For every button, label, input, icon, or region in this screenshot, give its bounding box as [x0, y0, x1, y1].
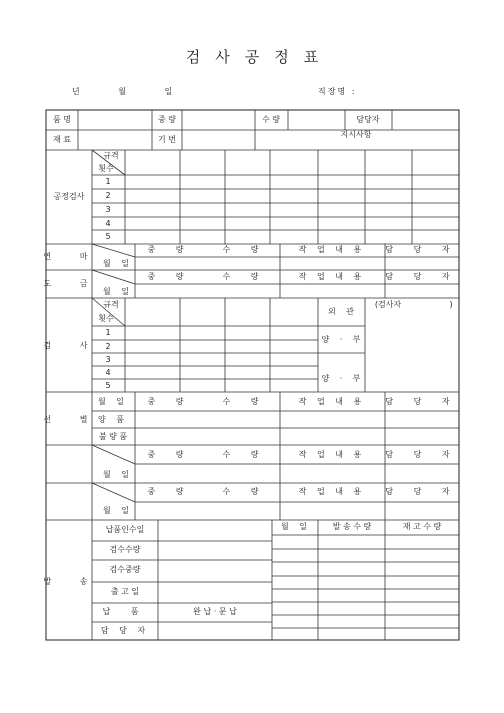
col-weight: 중 량: [147, 272, 193, 281]
row-number: 5: [105, 232, 111, 241]
date-label: 월 일: [103, 259, 133, 268]
col-work-content: 작 업 내 용: [298, 487, 366, 496]
col-quantity: 수 량: [222, 397, 268, 406]
inspector-close: ): [449, 300, 453, 309]
material-label: 재 료: [53, 135, 71, 144]
weight-label: 중 량: [158, 115, 176, 124]
grinding-label: 연 마: [43, 252, 101, 261]
shipping-item: 납품인수일: [105, 525, 145, 534]
col-weight: 중 량: [147, 487, 193, 496]
col-date: 월 일: [281, 522, 311, 531]
col-work-content: 작 업 내 용: [298, 245, 366, 254]
date-label: 월 일: [103, 287, 133, 296]
row-number: 4: [105, 368, 111, 377]
row-number: 1: [105, 177, 111, 186]
row-number: 2: [105, 191, 111, 200]
col-quantity: 수 량: [222, 450, 268, 459]
defective-label: 불 량 품: [98, 432, 128, 441]
date-label: 월 일: [103, 506, 133, 515]
row-number: 2: [105, 342, 111, 351]
pass-fail-label: 양 · 부: [321, 374, 365, 383]
spec-label: 규격: [103, 151, 119, 160]
inspector-label: (검사자: [374, 300, 402, 309]
row-number: 4: [105, 219, 111, 228]
col-manager: 담 당 자: [385, 245, 459, 254]
spec-label: 규격: [103, 300, 119, 309]
tapping-label: 도 금: [43, 279, 101, 288]
count-label: 횟수: [98, 314, 114, 323]
col-manager: 담 당 자: [385, 272, 459, 281]
appearance-label: 외 관: [328, 307, 358, 316]
col-work-content: 작 업 내 용: [298, 272, 366, 281]
shipping-item: 출 고 일: [110, 587, 140, 596]
col-manager: 담 당 자: [385, 397, 459, 406]
row-number: 5: [105, 381, 111, 390]
col-weight: 중 량: [147, 397, 193, 406]
col-quantity: 수 량: [222, 245, 268, 254]
shipping-item: 검수중량: [109, 565, 141, 574]
machine-no-label: 기 번: [158, 135, 176, 144]
sorting-label: 선 별: [43, 415, 101, 424]
instructions-label: 지시사항: [340, 130, 372, 139]
col-stock-qty: 재 고 수 량: [402, 522, 442, 531]
col-ship-qty: 발 송 수 량: [332, 522, 372, 531]
col-quantity: 수 량: [222, 272, 268, 281]
shipping-label: 발 송: [43, 577, 101, 586]
row-number: 3: [105, 355, 111, 364]
shipping-item: 납 품: [102, 607, 148, 616]
col-manager: 담 당 자: [385, 487, 459, 496]
date-label: 월 일: [103, 470, 133, 479]
page-title: 검사공정표: [185, 48, 334, 66]
shipping-item: 검수수량: [109, 545, 141, 554]
quantity-label: 수 량: [262, 115, 280, 124]
col-weight: 중 량: [147, 450, 193, 459]
col-work-content: 작 업 내 용: [298, 450, 366, 459]
delivery-status: 완 납 · 문 납: [193, 607, 237, 616]
workplace-label: 직장명 :: [318, 87, 357, 96]
shipping-item: 담 당 자: [100, 626, 150, 635]
process-inspection-label: 공정검사: [53, 192, 85, 201]
col-weight: 중 량: [147, 245, 193, 254]
pass-fail-label: 양 · 부: [321, 335, 365, 344]
manager-label: 담당자: [356, 115, 380, 124]
count-label: 횟수: [98, 164, 114, 173]
date-label: 년 월 일: [72, 87, 191, 96]
inspection-label: 검 사: [43, 341, 101, 350]
col-work-content: 작 업 내 용: [298, 397, 366, 406]
date-label: 월 일: [98, 397, 128, 406]
col-manager: 담 당 자: [385, 450, 459, 459]
row-number: 3: [105, 205, 111, 214]
row-number: 1: [105, 328, 111, 337]
product-name-label: 품 명: [53, 115, 71, 124]
col-quantity: 수 량: [222, 487, 268, 496]
good-label: 양 품: [98, 415, 128, 424]
